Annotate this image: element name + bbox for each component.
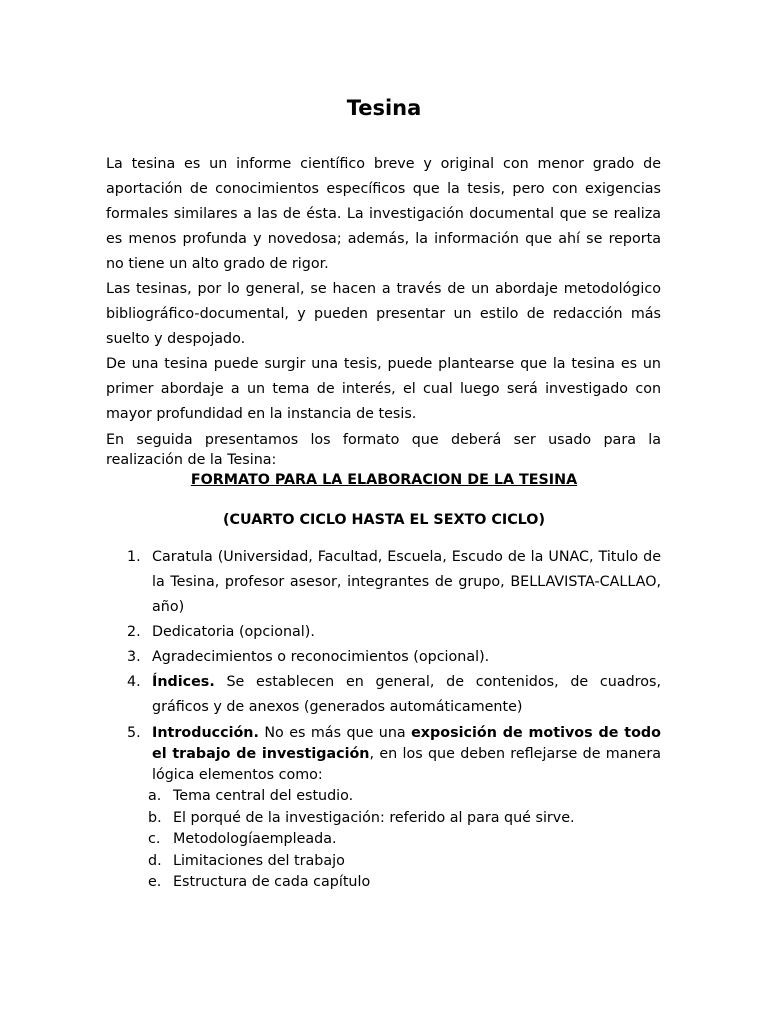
sub-list-item bbox=[127, 808, 661, 830]
list-item bbox=[127, 670, 661, 720]
sub-list bbox=[127, 786, 661, 894]
sub-list-item bbox=[127, 851, 661, 873]
section-subheading: (CUARTO CICLO HASTA EL SEXTO CICLO) bbox=[223, 512, 545, 528]
paragraph: La tesina es un informe científico breve y original con menor grado de aportación de conocimientos específicos que la tesis, pero con exigencias formales similares a las de ésta. La investigación documental que se realiza es menos profunda y novedosa; además, la información que ahí se reporta no tiene un alto grado de rigor. bbox=[106, 156, 661, 272]
list-item bbox=[127, 620, 661, 645]
sub-list-letter: b. bbox=[148, 809, 162, 826]
document-title: Tesina bbox=[346, 96, 422, 120]
sub-list-letter: e. bbox=[148, 874, 162, 890]
list-item-text: No es más que una bbox=[258, 725, 412, 741]
list-number: 1. bbox=[127, 549, 141, 565]
sub-list-text: El porqué de la investigación: referido al para qué sirve. bbox=[173, 809, 575, 826]
list-item-bold: Índices. bbox=[152, 674, 215, 690]
sub-list-text: Tema central del estudio. bbox=[173, 788, 354, 804]
list-item-bold: Introducción. bbox=[152, 725, 259, 741]
sub-list-letter: d. bbox=[148, 852, 162, 869]
intro-text bbox=[106, 152, 661, 470]
sub-list-text: Estructura de cada capítulo bbox=[173, 874, 371, 890]
list-number: 2. bbox=[127, 624, 141, 640]
list-number: 5. bbox=[127, 725, 141, 741]
list-item-text: Caratula (Universidad, Facultad, Escuela, Escudo de la UNAC, Titulo de la Tesina, profesor asesor, integrantes de grupo, BELLAVISTA-CALLAO, año) bbox=[152, 549, 661, 615]
list-number: 4. bbox=[127, 674, 141, 690]
sub-list-item bbox=[127, 829, 661, 851]
list-item bbox=[127, 723, 661, 786]
sub-list-item bbox=[127, 786, 661, 808]
sub-list-item bbox=[127, 872, 661, 894]
sub-list-letter: c. bbox=[148, 831, 161, 847]
list-item bbox=[127, 645, 661, 670]
list-item-bold: exposición de motivos de todo el trabajo de investigación bbox=[152, 725, 661, 762]
list-item-text: Se establecen en general, de contenidos, de cuadros, gráficos y de anexos (generados automáticamente) bbox=[152, 674, 661, 715]
paragraph: En seguida presentamos los formato que deberá ser usado para la realización de la Tesina: bbox=[106, 432, 661, 468]
section-heading: FORMATO PARA LA ELABORACION DE LA TESINA bbox=[190, 472, 578, 488]
list-item bbox=[127, 545, 661, 620]
sub-list-text: Limitaciones del trabajo bbox=[173, 852, 345, 869]
list-item-text: Agradecimientos o reconocimientos (opcional). bbox=[152, 649, 490, 665]
sub-list-text: Metodologíaempleada. bbox=[173, 831, 337, 847]
list-item-text: , en los que deben reflejarse de manera lógica elementos como: bbox=[152, 746, 661, 783]
paragraph: De una tesina puede surgir una tesis, puede plantearse que la tesina es un primer abordaje a un tema de interés, el cual luego será investigado con mayor profundidad en la instancia de tesis. bbox=[106, 356, 661, 422]
paragraph: Las tesinas, por lo general, se hacen a través de un abordaje metodológico bibliográfico-documental, y pueden presentar un estilo de redacción más suelto y despojado. bbox=[106, 281, 661, 347]
sub-list-letter: a. bbox=[148, 788, 162, 804]
list-number: 3. bbox=[127, 649, 141, 665]
format-list bbox=[127, 545, 661, 894]
list-item-text: Dedicatoria (opcional). bbox=[152, 624, 315, 640]
